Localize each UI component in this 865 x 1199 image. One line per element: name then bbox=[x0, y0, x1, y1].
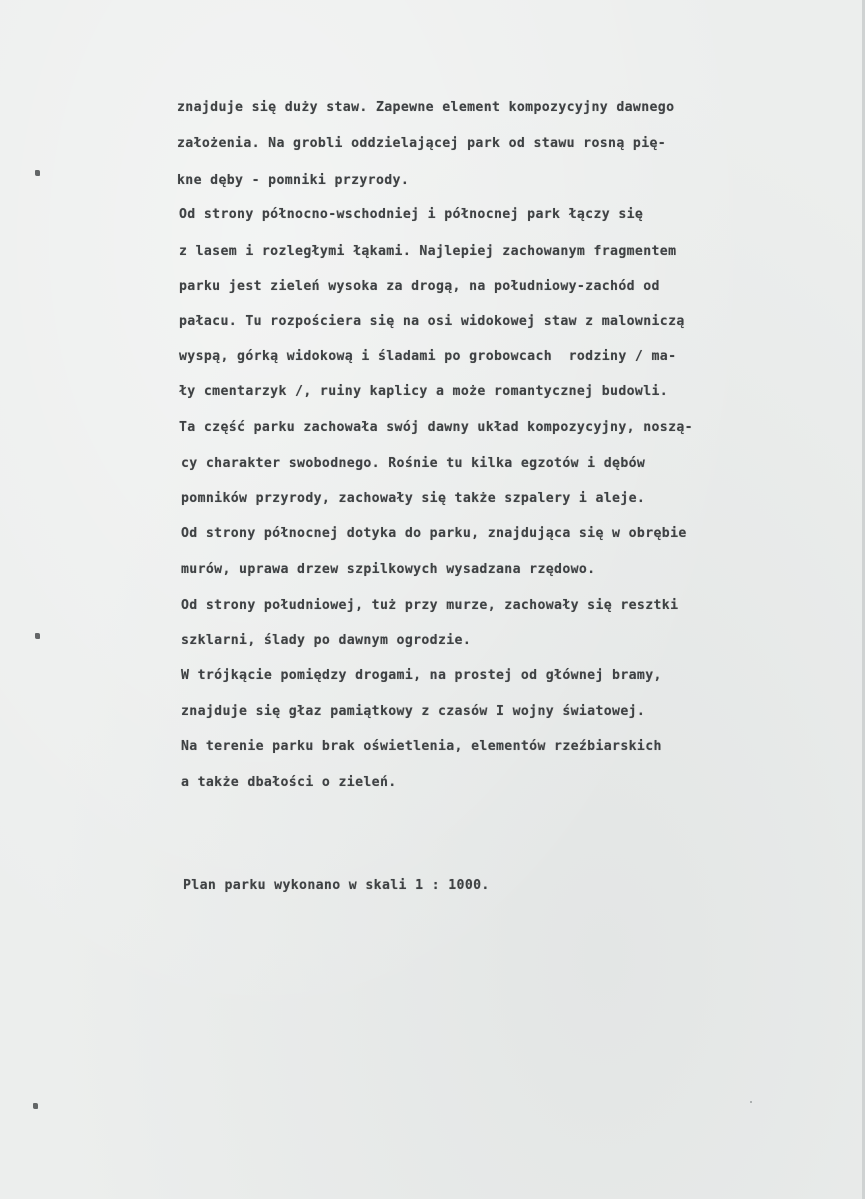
text-line: szklarni, ślady po dawnym ogrodzie. bbox=[181, 633, 472, 648]
punch-hole-mark bbox=[33, 1103, 38, 1109]
text-line: znajduje się głaz pamiątkowy z czasów I wojny światowej. bbox=[181, 704, 646, 719]
text-line: cy charakter swobodnego. Rośnie tu kilka egzotów i dębów bbox=[181, 456, 646, 471]
punch-hole-mark bbox=[35, 633, 40, 639]
text-line: W trójkącie pomiędzy drogami, na prostej od głównej bramy, bbox=[181, 668, 662, 683]
text-line: pałacu. Tu rozpościera się na osi widokowej staw z malowniczą bbox=[179, 314, 685, 329]
text-line: murów, uprawa drzew szpilkowych wysadzana rzędowo. bbox=[181, 562, 596, 577]
text-line: Na terenie parku brak oświetlenia, elementów rzeźbiarskich bbox=[181, 739, 662, 754]
text-line: z lasem i rozległymi łąkami. Najlepiej zachowanym fragmentem bbox=[179, 244, 677, 259]
scale-note-line: Plan parku wykonano w skali 1 : 1000. bbox=[183, 878, 490, 893]
text-line: parku jest zieleń wysoka za drogą, na południowy-zachód od bbox=[179, 279, 660, 294]
text-line: Od strony północnej dotyka do parku, znajdująca się w obrębie bbox=[181, 526, 687, 541]
paper-speck bbox=[750, 1101, 752, 1103]
punch-hole-mark bbox=[35, 170, 40, 176]
text-line: znajduje się duży staw. Zapewne element kompozycyjny dawnego bbox=[177, 100, 675, 115]
text-line: Od strony południowej, tuż przy murze, zachowały się resztki bbox=[181, 598, 679, 613]
text-line: ły cmentarzyk /, ruiny kaplicy a może romantycznej budowli. bbox=[179, 384, 669, 399]
text-line: a także dbałości o zieleń. bbox=[181, 775, 397, 790]
text-line: Ta część parku zachowała swój dawny układ kompozycyjny, noszą- bbox=[179, 420, 693, 435]
text-line: kne dęby - pomniki przyrody. bbox=[177, 173, 410, 188]
text-line: założenia. Na grobli oddzielającej park od stawu rosną pię- bbox=[177, 136, 667, 151]
text-line: pomników przyrody, zachowały się także szpalery i aleje. bbox=[181, 491, 646, 506]
text-line: wyspą, górką widokową i śladami po grobowcach rodziny / ma- bbox=[179, 349, 677, 364]
text-line: Od strony północno-wschodniej i północnej park łączy się bbox=[179, 207, 644, 222]
